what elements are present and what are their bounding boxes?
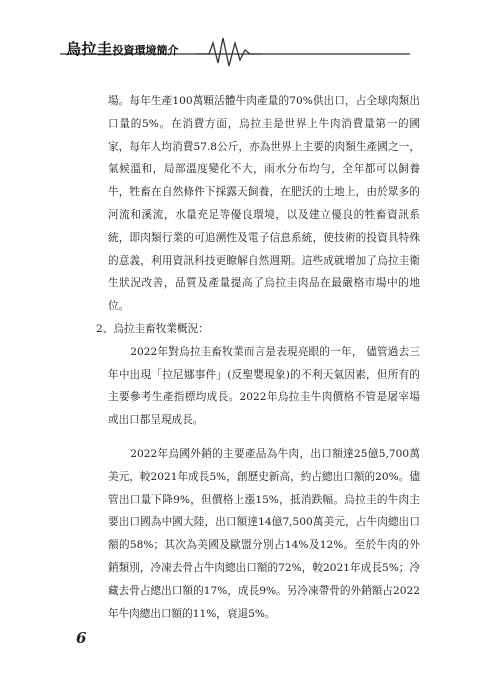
header-title-sub: 投資環境簡介 bbox=[112, 44, 179, 57]
page-header bbox=[0, 0, 480, 72]
body-text bbox=[96, 90, 420, 625]
page-number: 6 bbox=[76, 629, 87, 647]
heartbeat-line-icon bbox=[0, 0, 480, 72]
section-title: 2、烏拉圭畜牧業概況： bbox=[96, 322, 209, 335]
paragraph-3: 2022年烏國外銷的主要產品為牛肉，出口額達25億5,700萬美元，較2021年成長5%，創歷史新高，約占總出口額的20%。儘管出口量下降9%，但價格上漲15%，抵消跌幅。烏拉圭的牛肉主要出口國為中國大陸，出口額達14億7,500萬美元，占牛肉總出口額的58%；其次為美國及歐盟分別占14%及12%。至於牛肉的外銷類別，冷凍去骨占牛肉總出口額的72%，較2021年成長5%；冷藏去骨占總出口額的17%，成長9%。另冷凍帶骨的外銷額占2022年牛肉總出口額的11%，衰退5%。 bbox=[108, 447, 420, 620]
header-title bbox=[66, 38, 179, 59]
paragraph-2: 2022年對烏拉圭畜牧業而言是表現亮眼的一年， 儘管過去三年中出現「拉尼娜事件」(反聖嬰現象)的不利天氣因素，但所有的主要參考生產指標均成長。2022年烏拉圭牛肉價格不管是屠宰場或出口都呈現成長。 bbox=[108, 345, 420, 427]
paragraph-1: 場。每年生產100萬顆活體牛肉產量的70%供出口，占全球肉類出口量的5%。在消費方面，烏拉圭是世界上牛肉消費量第一的國家，每年人均消費57.8公斤，亦為世界上主要的肉類生產國之一，氣候溫和，局部溫度變化不大，雨水分布均勻，全年都可以飼養牛，牲畜在自然條件下採露天飼養，在肥沃的土地上，由於眾多的河流和溪流，水量充足等優良環境，以及建立優良的牲畜資訊系統，即肉類行業的可追溯性及電子信息系統，使技術的投資具特殊的意義，利用資訊科技更瞭解自然週期。這些成就增加了烏拉圭衛生狀況改善，品質及產量提高了烏拉圭肉品在最嚴格市場中的地位。 bbox=[108, 95, 420, 313]
header-title-main: 烏拉圭 bbox=[66, 40, 113, 58]
